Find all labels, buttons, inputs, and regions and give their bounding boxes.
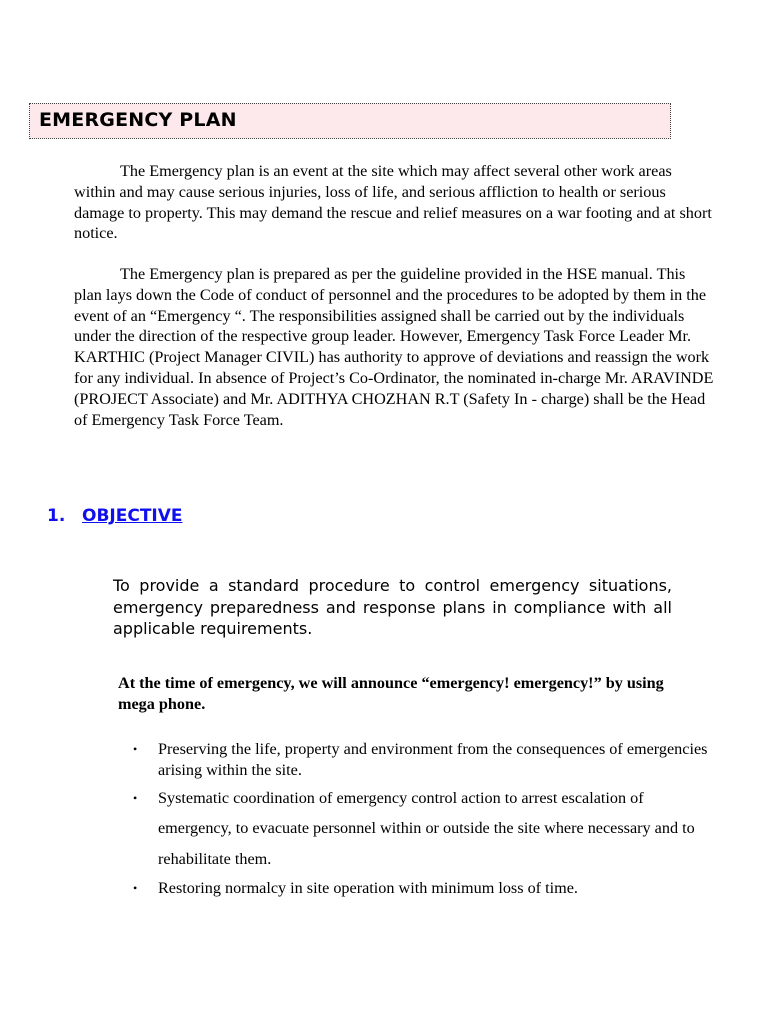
objective-heading <box>47 506 183 526</box>
section-number: 1. <box>47 506 66 526</box>
bullet-text: Systematic coordination of emergency control action to arrest escalation of emergency, to evacuate personnel within or outside the site where necessary and to rehabilitate them. <box>158 788 695 868</box>
plan-paragraph: The Emergency plan is prepared as per the guideline provided in the HSE manual. This plan lays down the Code of conduct of personnel and the procedures to be adopted by them in the event of an “Emergency “. The responsibilities assigned shall be carried out by the individuals under the direction of the respective group leader. However, Emergency Task Force Leader Mr. KARTHIC (Project Manager CIVIL) has authority to approve of deviations and reassign the work for any individual. In absence of Project’s Co-Ordinator, the nominated in-charge Mr. ARAVINDE (PROJECT Associate) and Mr. ADITHYA CHOZHAN R.T (Safety In - charge) shall be the Head of Emergency Task Force Team. <box>74 265 714 429</box>
objective-link[interactable]: OBJECTIVE <box>82 506 183 526</box>
bullet-text: Preserving the life, property and environment from the consequences of emergencies arising within the site. <box>158 740 708 779</box>
announcement-text: At the time of emergency, we will announce “emergency! emergency!” by using mega phone. <box>118 674 664 713</box>
bullet-icon: • <box>133 881 138 896</box>
list-item <box>0 878 718 899</box>
objective-text: To provide a standard procedure to control emergency situations, emergency preparedness and response plans in compliance with all applicable requirements. <box>113 576 672 638</box>
intro-paragraph: The Emergency plan is an event at the site which may affect several other work areas within and may cause serious injuries, loss of life, and serious affliction to health or serious damage to property. This may demand the rescue and relief measures on a war footing and at short notice. <box>74 162 712 243</box>
title-box <box>29 103 671 139</box>
bullet-icon: • <box>133 742 138 756</box>
bullet-icon: • <box>133 790 138 805</box>
list-item <box>0 739 718 781</box>
list-item <box>0 783 718 875</box>
document-title: EMERGENCY PLAN <box>39 109 237 131</box>
bullet-text: Restoring normalcy in site operation with minimum loss of time. <box>158 879 578 898</box>
objective-bullet-list <box>0 739 768 899</box>
